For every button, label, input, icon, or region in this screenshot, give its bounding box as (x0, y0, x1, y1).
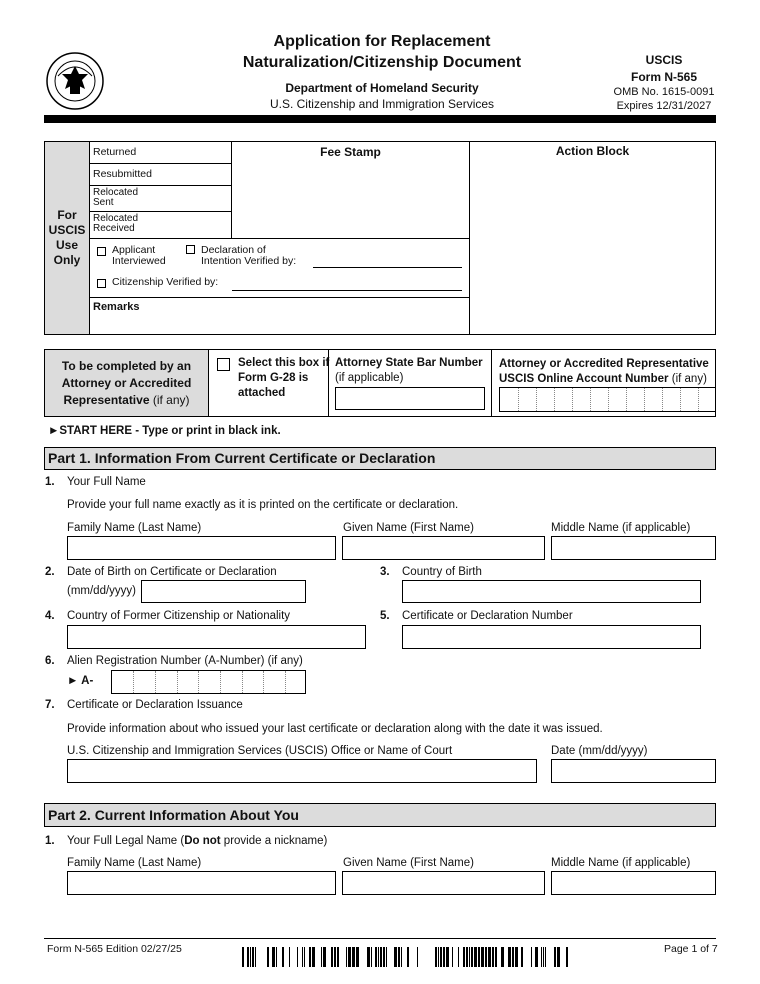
uscis-label: USCIS (645, 53, 683, 67)
title-line-2: Naturalization/Citizenship Document (242, 54, 522, 71)
q6-number: 6. (45, 655, 55, 667)
former-citizenship-input[interactable] (67, 625, 366, 649)
form-number: Form N-565 (630, 70, 698, 84)
middle-name-input[interactable] (551, 536, 716, 560)
p2-given-name-label: Given Name (First Name) (343, 857, 474, 869)
divider (491, 350, 492, 416)
given-name-input[interactable] (342, 536, 545, 560)
relocated-sent-label: Relocated Sent (93, 187, 139, 208)
department: Department of Homeland Security (285, 81, 479, 95)
p2-q1-label: Your Full Legal Name (Do not provide a nickname) (67, 835, 328, 847)
issuance-date-input[interactable] (551, 759, 716, 783)
q2-number: 2. (45, 566, 55, 578)
online-account-label: Attorney or Accredited Representative USCIS Online Account Number (if any) (499, 358, 709, 385)
q6-label: Alien Registration Number (A-Number) (if any) (67, 655, 303, 667)
action-block-label: Action Block (555, 144, 630, 158)
date-of-birth-input[interactable] (141, 580, 306, 603)
q5-number: 5. (380, 610, 390, 622)
applicant-interviewed-label: Applicant Interviewed (112, 244, 166, 267)
citizenship-verified-line[interactable] (232, 290, 462, 291)
bar-number-label: Attorney State Bar Number (if applicable) (335, 357, 483, 384)
q4-label: Country of Former Citizenship or Nationality (67, 610, 291, 622)
citizenship-verified-label: Citizenship Verified by: (112, 276, 219, 288)
citizenship-verified-checkbox[interactable] (97, 279, 106, 288)
q3-number: 3. (380, 566, 390, 578)
q1-instruction: Provide your full name exactly as it is printed on the certificate or declaration. (67, 499, 459, 511)
q7-number: 7. (45, 699, 55, 711)
agency: U.S. Citizenship and Immigration Services (269, 97, 495, 111)
divider (469, 142, 470, 334)
bar-number-input[interactable] (335, 387, 485, 410)
issuing-office-label: U.S. Citizenship and Immigration Services (USCIS) Office or Name of Court (67, 745, 453, 757)
middle-name-label: Middle Name (if applicable) (551, 522, 691, 534)
declaration-verified-checkbox[interactable] (186, 245, 195, 254)
returned-label: Returned (93, 146, 137, 158)
g28-label: Select this box if Form G-28 is attached (238, 357, 330, 399)
divider (89, 297, 469, 298)
declaration-verified-line[interactable] (313, 267, 462, 268)
remarks-label: Remarks (93, 301, 140, 313)
footer-page: Page 1 of 7 (664, 943, 718, 955)
p2-given-name-input[interactable] (342, 871, 545, 895)
divider (89, 163, 231, 164)
issuance-date-label: Date (mm/dd/yyyy) (551, 745, 648, 757)
relocated-received-label: Relocated Received (93, 213, 139, 234)
p2-q1-number: 1. (45, 835, 55, 847)
resubmitted-label: Resubmitted (93, 168, 152, 180)
header-rule (44, 115, 716, 123)
country-of-birth-input[interactable] (402, 580, 701, 603)
form-title (230, 31, 534, 73)
attorney-left-text: To be completed by an Attorney or Accredited Representative (if any) (61, 359, 192, 407)
divider (89, 185, 231, 186)
p2-family-name-label: Family Name (Last Name) (67, 857, 202, 869)
dhs-seal (46, 52, 104, 110)
q5-label: Certificate or Declaration Number (402, 610, 573, 622)
divider (89, 211, 231, 212)
fee-stamp-label: Fee Stamp (320, 145, 381, 159)
office-use-label: For USCIS Use Only (48, 208, 86, 267)
p2-family-name-input[interactable] (67, 871, 336, 895)
q3-label: Country of Birth (402, 566, 482, 578)
q7-label: Certificate or Declaration Issuance (67, 699, 243, 711)
barcode (242, 947, 572, 967)
applicant-interviewed-checkbox[interactable] (97, 247, 106, 256)
a-number-prefix: ► A- (67, 675, 94, 687)
issuing-office-input[interactable] (67, 759, 537, 783)
q7-instruction: Provide information about who issued your last certificate or declaration along with the date it was issued. (67, 723, 603, 735)
declaration-verified-label: Declaration of Intention Verified by: (201, 244, 297, 267)
q1-number: 1. (45, 476, 55, 488)
part1-title: Part 1. Information From Current Certificate or Declaration (48, 450, 436, 466)
divider (89, 238, 469, 239)
q2-label: Date of Birth on Certificate or Declaration (67, 566, 277, 578)
q4-number: 4. (45, 610, 55, 622)
certificate-number-input[interactable] (402, 625, 701, 649)
p2-middle-name-input[interactable] (551, 871, 716, 895)
start-here: ►START HERE - Type or print in black ink. (48, 425, 281, 437)
given-name-label: Given Name (First Name) (343, 522, 474, 534)
family-name-label: Family Name (Last Name) (67, 522, 202, 534)
p2-middle-name-label: Middle Name (if applicable) (551, 857, 691, 869)
a-number-input[interactable] (111, 670, 306, 694)
expiration-date: Expires 12/31/2027 (616, 100, 712, 112)
footer-rule (44, 938, 716, 939)
q1-label: Your Full Name (67, 476, 146, 488)
g28-checkbox[interactable] (217, 358, 230, 371)
omb-number: OMB No. 1615-0091 (613, 86, 715, 98)
online-account-input[interactable] (499, 387, 716, 412)
part2-title: Part 2. Current Information About You (48, 807, 299, 823)
q2-format: (mm/dd/yyyy) (67, 585, 136, 597)
family-name-input[interactable] (67, 536, 336, 560)
footer-edition: Form N-565 Edition 02/27/25 (47, 943, 182, 955)
title-line-1: Application for Replacement (273, 33, 491, 50)
